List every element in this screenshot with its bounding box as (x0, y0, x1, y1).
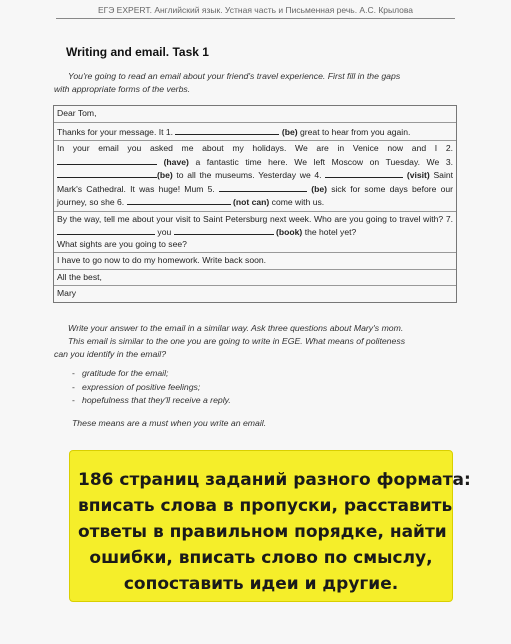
letter-line-1 (54, 123, 456, 142)
follow-up-line-1: Write your answer to the email in a similar way. Ask three questions about Mary's mom. (68, 323, 404, 333)
running-header: ЕГЭ EXPERT. Английский язык. Устная часть и Письменная речь. А.С. Крылова (97, 5, 414, 15)
letter-paragraph-3 (54, 212, 456, 254)
follow-up-line-3: can you identify in the email? (54, 349, 167, 359)
promo-line: 186 страниц заданий разного формата: (78, 470, 471, 490)
task-title: Writing and email. Task 1 (66, 45, 209, 59)
letter-text: to all the museums. Yesterday we 4. (176, 170, 322, 180)
email-letter-box (53, 105, 457, 303)
verb-hint-5: (be) (311, 183, 327, 194)
letter-text: come with us. (271, 197, 325, 207)
gap-7[interactable] (57, 225, 155, 235)
bullet-marker: - (72, 381, 75, 392)
letter-signature: Mary (57, 288, 77, 298)
list-item: - gratitude for the email; (72, 367, 231, 381)
letter-text: Thanks for your message. It 1. (57, 126, 174, 137)
list-item: - expression of positive feelings; (72, 381, 231, 395)
letter-text: a fantastic time here. We left Moscow on Tuesday. We 3. (195, 156, 454, 167)
bullet-marker: - (72, 395, 75, 405)
verb-hint-6: (not can) (232, 197, 270, 207)
bullet-marker: - (72, 368, 75, 378)
letter-text: By the way, tell me about your visit to Saint Petersburg next week. Who are you going to travel with? 7. (57, 213, 453, 224)
gap-6[interactable] (127, 195, 231, 205)
promo-line: ошибки, вписать слово по смыслу, (89, 548, 433, 568)
task-instructions (54, 70, 458, 96)
verb-hint-3: (be) (157, 170, 173, 180)
letter-paragraph-2 (54, 141, 456, 212)
promo-line: ответы в правильном порядке, найти (78, 522, 447, 542)
politeness-list (72, 367, 231, 408)
header-divider (56, 18, 455, 19)
letter-text: great to hear from you again. (300, 126, 411, 137)
instructions-line-1: You're going to read an email about your friend's travel experience. First fill in the gaps (68, 71, 401, 81)
letter-text: Saint Mark's Cathedral. It was huge! Mum 5. (57, 170, 454, 194)
follow-up-line-2: This email is similar to the one you are going to write in EGE. What means of politeness (68, 336, 406, 346)
gap-8[interactable] (174, 225, 274, 235)
gap-4[interactable] (325, 168, 403, 178)
verb-hint-8: (book) (276, 227, 303, 237)
promo-banner (69, 450, 471, 602)
letter-text: sick for some days before our journey, so she 6. (57, 183, 454, 207)
promo-line: вписать слова в пропуски, расставить (78, 496, 453, 516)
letter-text: the hotel yet? (304, 227, 357, 237)
letter-sign-off: All the best, (54, 270, 456, 287)
letter-text: you (157, 227, 172, 237)
verb-hint-2: (have) (163, 156, 189, 167)
letter-greeting: Dear Tom, (54, 106, 456, 123)
instructions-line-2: with appropriate forms of the verbs. (54, 84, 191, 94)
verb-hint-4: (visit) (406, 170, 430, 180)
follow-up-instructions (54, 322, 458, 361)
verb-hint-1: (be) (281, 126, 298, 137)
letter-text: What sights are you going to see? (57, 238, 187, 249)
letter-closing-line: I have to go now to do my homework. Write back soon. (54, 253, 456, 270)
gap-1[interactable] (175, 125, 279, 135)
gap-5[interactable] (219, 182, 307, 192)
list-item: - hopefulness that they'll receive a reply. (72, 394, 231, 408)
gap-3[interactable] (57, 168, 157, 178)
letter-text: In your email you asked me about my holidays. We are in Venice now and I 2. (57, 143, 453, 153)
gap-2[interactable] (57, 155, 157, 165)
promo-line: сопоставить идеи и другие. (123, 574, 399, 594)
must-note: These means are a must when you write an email. (72, 418, 267, 428)
